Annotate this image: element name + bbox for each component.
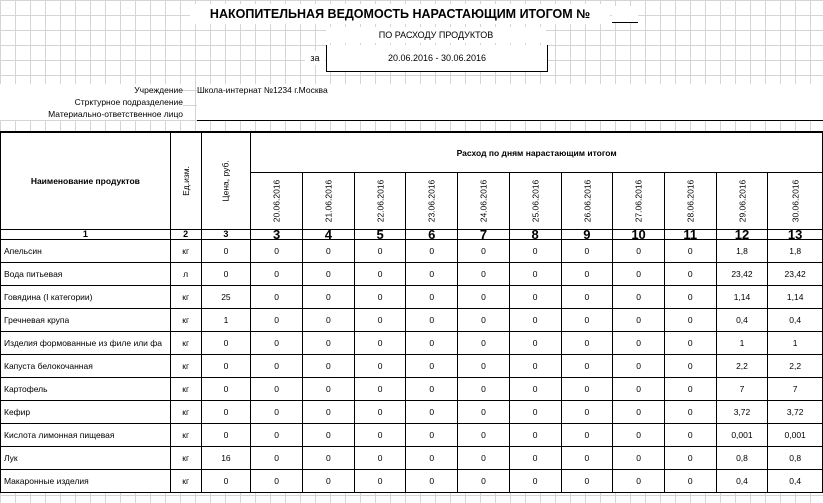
price-cell[interactable]: 16 [201,447,251,470]
date-label: 27.06.2016 [633,179,644,223]
price-cell[interactable]: 0 [201,263,251,286]
date-label: 23.06.2016 [426,179,437,223]
date-column-header [768,173,823,230]
quantity-cell[interactable]: 1,14 [768,286,823,309]
table-row [1,240,823,263]
quantity-cell[interactable]: 0 [354,240,406,263]
unit-cell[interactable]: кг [170,447,201,470]
quantity-cell[interactable]: 0 [509,378,561,401]
product-name-cell[interactable]: Кефир [1,401,171,424]
quantity-cell[interactable]: 0 [354,332,406,355]
date-label: 26.06.2016 [581,179,592,223]
quantity-cell[interactable]: 0 [561,240,613,263]
quantity-cell[interactable]: 0,001 [716,424,768,447]
quantity-cell[interactable]: 0,4 [716,470,768,493]
product-name-cell[interactable]: Гречневая крупа [1,309,171,332]
quantity-cell[interactable]: 1 [768,332,823,355]
column-number: 6 [406,230,458,240]
quantity-cell[interactable]: 0,4 [768,470,823,493]
quantity-cell[interactable]: 0 [406,447,458,470]
quantity-cell[interactable]: 0 [664,309,716,332]
column-number: 3 [201,230,251,240]
quantity-cell[interactable]: 0 [561,332,613,355]
quantity-cell[interactable]: 0 [354,378,406,401]
column-number: 4 [303,230,355,240]
quantity-cell[interactable]: 0 [251,286,303,309]
quantity-cell[interactable]: 0 [354,263,406,286]
column-number: 5 [354,230,406,240]
quantity-cell[interactable]: 0 [354,447,406,470]
date-column-header [561,173,613,230]
quantity-cell[interactable]: 0 [406,286,458,309]
quantity-cell[interactable]: 0 [303,470,355,493]
institution-label: Учреждение [0,84,183,96]
quantity-cell[interactable]: 0 [561,447,613,470]
column-header-price-label: Цена, руб. [220,160,231,202]
unit-cell[interactable]: л [170,263,201,286]
quantity-cell[interactable]: 0,8 [768,447,823,470]
page-subtitle: ПО РАСХОДУ ПРОДУКТОВ [326,27,546,43]
price-cell[interactable]: 0 [201,470,251,493]
unit-cell[interactable]: кг [170,240,201,263]
table-row [1,447,823,470]
quantity-cell[interactable]: 0 [458,424,510,447]
quantity-cell[interactable]: 0 [251,263,303,286]
date-label: 21.06.2016 [323,179,334,223]
column-number: 2 [170,230,201,240]
date-label: 25.06.2016 [530,179,541,223]
product-name-cell[interactable]: Изделия формованные из филе или фа [1,332,171,355]
date-label: 22.06.2016 [375,179,386,223]
quantity-cell[interactable]: 0 [664,332,716,355]
column-number: 7 [458,230,510,240]
quantity-cell[interactable]: 0 [613,309,665,332]
quantity-cell[interactable]: 0 [613,424,665,447]
department-label: Стрктурное подразделение [0,96,183,108]
quantity-cell[interactable]: 0,4 [716,309,768,332]
table-row [1,355,823,378]
quantity-cell[interactable]: 0 [251,332,303,355]
date-column-header [664,173,716,230]
table-row [1,424,823,447]
price-cell[interactable]: 0 [201,355,251,378]
quantity-cell[interactable]: 0 [458,378,510,401]
column-header-name: Наименование продуктов [1,132,171,230]
table-row [1,286,823,309]
quantity-cell[interactable]: 0 [251,240,303,263]
date-column-header [303,173,355,230]
quantity-cell[interactable]: 0,4 [768,309,823,332]
date-column-header [613,173,665,230]
product-name-cell[interactable]: Говядина (I категории) [1,286,171,309]
price-cell[interactable]: 0 [201,332,251,355]
column-number: 11 [664,230,716,240]
price-cell[interactable]: 25 [201,286,251,309]
quantity-cell[interactable]: 0 [354,401,406,424]
quantity-cell[interactable]: 0 [509,447,561,470]
unit-cell[interactable]: кг [170,424,201,447]
quantity-cell[interactable]: 0 [613,240,665,263]
period-field[interactable]: 20.06.2016 - 30.06.2016 [326,45,548,72]
unit-cell[interactable]: кг [170,332,201,355]
quantity-cell[interactable]: 0 [303,378,355,401]
quantity-cell[interactable]: 0 [613,355,665,378]
quantity-cell[interactable]: 23,42 [716,263,768,286]
quantity-cell[interactable]: 0 [251,309,303,332]
column-group-header: Расход по дням нарастающим итогом [251,132,823,173]
quantity-cell[interactable]: 0 [458,401,510,424]
quantity-cell[interactable]: 0 [561,424,613,447]
quantity-cell[interactable]: 0 [303,424,355,447]
column-header-unit-label: Ед.изм. [180,166,191,196]
column-number: 1 [1,230,171,240]
quantity-cell[interactable]: 0,001 [768,424,823,447]
table-row [1,401,823,424]
quantity-cell[interactable]: 0 [303,263,355,286]
quantity-cell[interactable]: 0 [406,424,458,447]
quantity-cell[interactable]: 0 [458,447,510,470]
quantity-cell[interactable]: 0 [613,378,665,401]
quantity-cell[interactable]: 0 [406,332,458,355]
quantity-cell[interactable]: 0 [303,355,355,378]
quantity-cell[interactable]: 1,8 [768,240,823,263]
unit-cell[interactable]: кг [170,378,201,401]
price-cell[interactable]: 0 [201,378,251,401]
quantity-cell[interactable]: 0 [406,470,458,493]
quantity-cell[interactable]: 0 [664,447,716,470]
quantity-cell[interactable]: 0 [664,286,716,309]
quantity-cell[interactable]: 7 [716,378,768,401]
product-name-cell[interactable]: Вода питьевая [1,263,171,286]
product-name-cell[interactable]: Капуста белокочанная [1,355,171,378]
product-name-cell[interactable]: Картофель [1,378,171,401]
quantity-cell[interactable]: 0 [406,309,458,332]
page-title: НАКОПИТЕЛЬНАЯ ВЕДОМОСТЬ НАРАСТАЮЩИМ ИТОГОМ № [190,4,610,24]
date-column-header [251,173,303,230]
quantity-cell[interactable]: 0 [561,309,613,332]
quantity-cell[interactable]: 0 [561,263,613,286]
quantity-cell[interactable]: 1,8 [716,240,768,263]
date-label: 24.06.2016 [478,179,489,223]
quantity-cell[interactable]: 2,2 [716,355,768,378]
table-row [1,378,823,401]
date-column-header [509,173,561,230]
product-name-cell[interactable]: Кислота лимонная пищевая [1,424,171,447]
quantity-cell[interactable]: 0 [561,470,613,493]
quantity-cell[interactable]: 0 [509,309,561,332]
quantity-cell[interactable]: 0 [561,286,613,309]
quantity-cell[interactable]: 0 [251,378,303,401]
quantity-cell[interactable]: 0 [354,309,406,332]
table-row [1,332,823,355]
institution-field[interactable]: Школа-интернат №1234 г.Москва [197,84,823,97]
date-label: 20.06.2016 [271,179,282,223]
unit-cell[interactable]: кг [170,401,201,424]
date-column-header [458,173,510,230]
date-column-header [716,173,768,230]
column-number: 8 [509,230,561,240]
quantity-cell[interactable]: 0 [613,332,665,355]
quantity-cell[interactable]: 0 [613,401,665,424]
quantity-cell[interactable]: 0 [561,355,613,378]
column-number: 10 [613,230,665,240]
quantity-cell[interactable]: 0 [354,424,406,447]
quantity-cell[interactable]: 0 [664,401,716,424]
quantity-cell[interactable]: 0 [303,240,355,263]
quantity-cell[interactable]: 0 [251,447,303,470]
quantity-cell[interactable]: 0 [458,332,510,355]
price-cell[interactable]: 0 [201,424,251,447]
quantity-cell[interactable]: 0 [664,263,716,286]
quantity-cell[interactable]: 0,8 [716,447,768,470]
quantity-cell[interactable]: 1,14 [716,286,768,309]
quantity-cell[interactable]: 0 [509,355,561,378]
quantity-cell[interactable]: 0 [561,401,613,424]
quantity-cell[interactable]: 0 [303,447,355,470]
column-number: 9 [561,230,613,240]
column-header-price [201,132,251,230]
quantity-cell[interactable]: 3,72 [768,401,823,424]
unit-cell[interactable]: кг [170,286,201,309]
unit-cell[interactable]: кг [170,355,201,378]
quantity-cell[interactable]: 0 [251,401,303,424]
date-label: 28.06.2016 [685,179,696,223]
table-row [1,309,823,332]
column-header-unit [170,132,201,230]
quantity-cell[interactable]: 0 [509,424,561,447]
quantity-cell[interactable]: 0 [251,355,303,378]
quantity-cell[interactable]: 0 [251,424,303,447]
quantity-cell[interactable]: 0 [664,424,716,447]
quantity-cell[interactable]: 0 [406,378,458,401]
quantity-cell[interactable]: 0 [458,240,510,263]
quantity-cell[interactable]: 0 [303,286,355,309]
price-cell[interactable]: 0 [201,401,251,424]
unit-cell[interactable]: кг [170,470,201,493]
quantity-cell[interactable]: 0 [613,286,665,309]
product-name-cell[interactable]: Апельсин [1,240,171,263]
quantity-cell[interactable]: 0 [561,378,613,401]
quantity-cell[interactable]: 7 [768,378,823,401]
quantity-cell[interactable]: 0 [613,470,665,493]
quantity-cell[interactable]: 0 [251,470,303,493]
quantity-cell[interactable]: 0 [664,470,716,493]
quantity-cell[interactable]: 0 [354,286,406,309]
quantity-cell[interactable]: 0 [664,378,716,401]
unit-cell[interactable]: кг [170,309,201,332]
quantity-cell[interactable]: 0 [509,470,561,493]
quantity-cell[interactable]: 0 [354,355,406,378]
ledger-table [0,131,823,493]
quantity-cell[interactable]: 0 [664,355,716,378]
quantity-cell[interactable]: 0 [664,240,716,263]
quantity-cell[interactable]: 0 [303,401,355,424]
quantity-cell[interactable]: 0 [458,470,510,493]
table-row [1,470,823,493]
date-label: 30.06.2016 [790,179,801,223]
quantity-cell[interactable]: 23,42 [768,263,823,286]
product-name-cell[interactable]: Макаронные изделия [1,470,171,493]
quantity-cell[interactable]: 0 [406,401,458,424]
quantity-cell[interactable]: 0 [406,263,458,286]
column-number: 12 [716,230,768,240]
responsible-field[interactable] [197,108,823,121]
quantity-cell[interactable]: 3,72 [716,401,768,424]
price-cell[interactable]: 0 [201,240,251,263]
quantity-cell[interactable]: 0 [613,447,665,470]
date-column-header [354,173,406,230]
quantity-cell[interactable]: 0 [613,263,665,286]
quantity-cell[interactable]: 2,2 [768,355,823,378]
quantity-cell[interactable]: 0 [509,240,561,263]
quantity-cell[interactable]: 0 [354,470,406,493]
quantity-cell[interactable]: 0 [509,286,561,309]
quantity-cell[interactable]: 0 [509,263,561,286]
quantity-cell[interactable]: 0 [509,332,561,355]
column-number: 13 [768,230,823,240]
quantity-cell[interactable]: 0 [458,286,510,309]
quantity-cell[interactable]: 1 [716,332,768,355]
column-number: 3 [251,230,303,240]
quantity-cell[interactable]: 0 [509,401,561,424]
table-row [1,263,823,286]
quantity-cell[interactable]: 0 [458,355,510,378]
responsible-label: Материально-ответственное лицо [0,108,183,120]
quantity-cell[interactable]: 0 [458,309,510,332]
quantity-cell[interactable]: 0 [303,332,355,355]
price-cell[interactable]: 1 [201,309,251,332]
quantity-cell[interactable]: 0 [458,263,510,286]
document-number-field[interactable] [612,6,638,23]
date-column-header [406,173,458,230]
product-name-cell[interactable]: Лук [1,447,171,470]
quantity-cell[interactable]: 0 [303,309,355,332]
quantity-cell[interactable]: 0 [406,355,458,378]
quantity-cell[interactable]: 0 [406,240,458,263]
period-label: за [305,51,325,65]
date-label: 29.06.2016 [736,179,747,223]
